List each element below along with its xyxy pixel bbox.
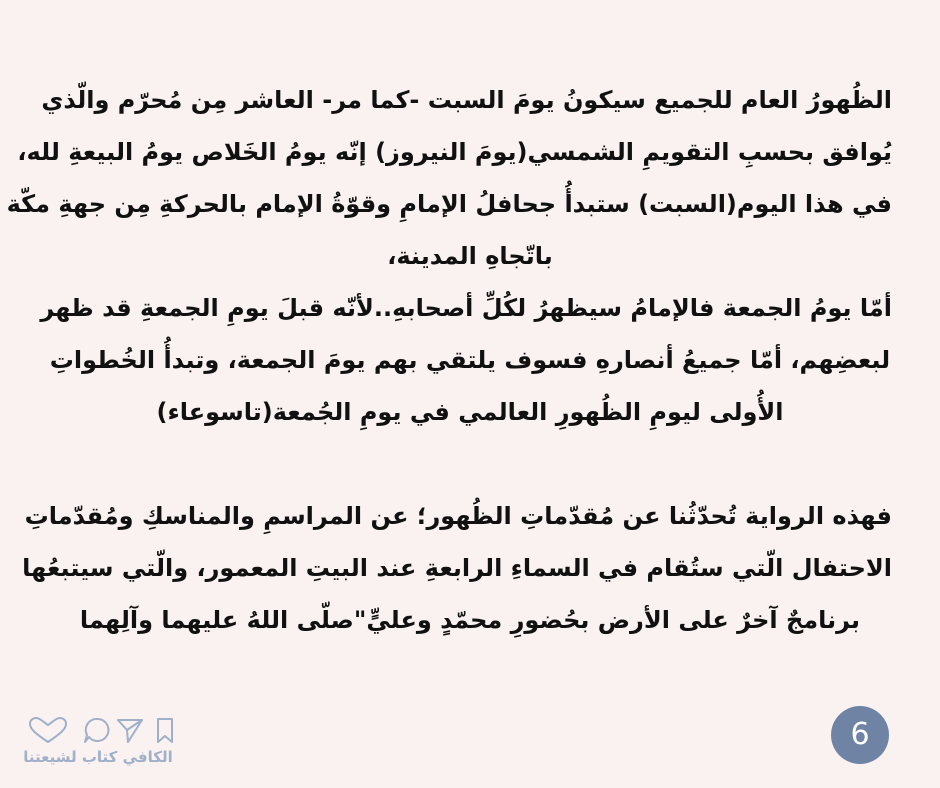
heart-icon: [30, 718, 66, 742]
send-icon: [118, 720, 142, 742]
text-line: برنامجٌ آخرٌ على الأرض بحُضورِ محمّدٍ وعليٍّ"صلّى اللهُ عليهما وآلِهما: [79, 606, 861, 634]
bookmark-icon: [158, 719, 172, 742]
brand-watermark: [14, 712, 184, 778]
text-line: الظُهورُ العام للجميع سيكونُ يومَ السبت -كما مر- العاشر مِن مُحرّم والّذي: [41, 86, 892, 114]
paragraph-2: [22, 490, 892, 646]
text-line: باتّجاهِ المدينة،: [387, 242, 553, 270]
text-line: يُوافق بحسبِ التقويمِ الشمسي(يومَ النيروز) إنّه يومُ الخَلاص يومُ البيعةِ لله،: [17, 138, 892, 166]
social-icons: [18, 716, 178, 746]
page-number-badge: 6: [831, 706, 889, 764]
text-line: أمّا يومُ الجمعة فالإمامُ سيظهرُ لكُلِّ أصحابهِ..لأنّه قبلَ يومِ الجمعةِ قد ظهر: [40, 294, 892, 322]
text-line: في هذا اليوم(السبت) ستبدأُ جحافلُ الإمامِ وقوّةُ الإمام بالحركةِ مِن جهةِ مكّة: [6, 190, 892, 218]
brand-name: الكافي كتاب لشيعتنا: [23, 748, 173, 766]
text-line: الأُولى ليومِ الظُهورِ العالمي في يومِ الجُمعة(تاسوعاء): [156, 398, 784, 426]
text-line: الاحتفال الّتي ستُقام في السماءِ الرابعةِ عند البيتِ المعمور، والّتي سيتبعُها: [22, 554, 892, 582]
text-line: لبعضِهم، أمّا جميعُ أنصارهِ فسوف يلتقي بهم يومَ الجمعة، وتبدأُ الخُطواتِ: [49, 346, 891, 374]
text-line: فهذه الرواية تُحدّثُنا عن مُقدّماتِ الظُهور؛ عن المراسمِ والمناسكِ ومُقدّماتِ: [24, 502, 892, 530]
paragraph-1: [6, 74, 892, 438]
comment-icon: [85, 719, 108, 742]
